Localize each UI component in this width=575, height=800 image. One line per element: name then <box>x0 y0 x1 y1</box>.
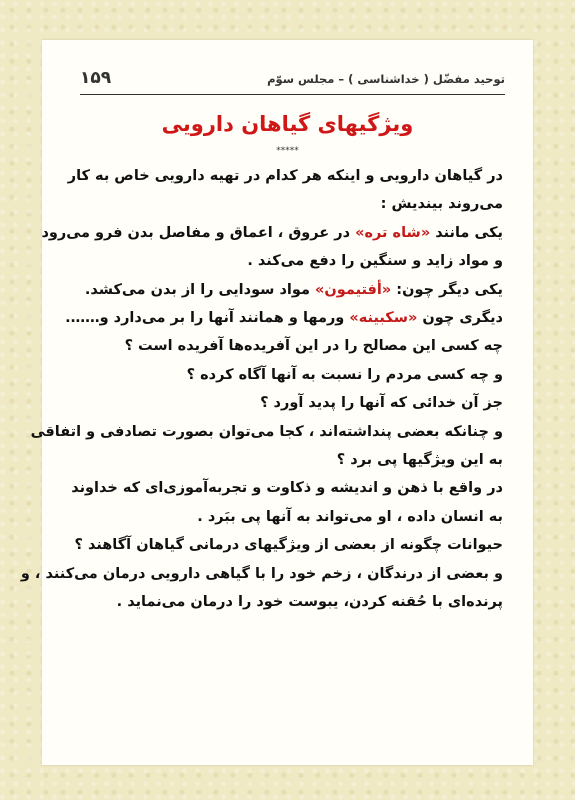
text-line <box>72 190 503 218</box>
highlighted-term: «شاه تره» <box>355 224 431 241</box>
text-segment: دیگری چون <box>417 310 503 327</box>
page-number: ۱۵۹ <box>80 68 112 88</box>
text-line <box>20 560 503 588</box>
text-segment: می‌روند بیندیش : <box>380 196 503 213</box>
text-line <box>72 503 503 531</box>
text-line <box>72 247 503 275</box>
text-segment: و مواد زاید و سنگین را دفع می‌کند . <box>247 253 503 270</box>
text-line <box>72 446 503 474</box>
text-line <box>67 162 503 190</box>
highlighted-term: «سکبینه» <box>349 310 418 327</box>
text-line <box>72 474 503 502</box>
text-line <box>72 332 503 360</box>
text-segment: یکی دیگر چون: <box>391 281 503 298</box>
text-segment: پرنده‌ای با حُقنه کردن، یبوست خود را درمان می‌نماید . <box>116 594 503 611</box>
text-segment: و چنانکه بعضی پنداشته‌اند ، کجا می‌توان بصورت تصادفی و اتفاقی <box>30 423 503 440</box>
ornament-stars: ***** <box>276 146 299 156</box>
text-line <box>72 361 503 389</box>
running-title: توحید مفضّل ( خداشناسی ) – مجلس سوّم <box>267 72 505 86</box>
text-segment: ورمها و همانند آنها را بر می‌دارد و……. <box>65 310 350 327</box>
text-segment: مواد سودایی را از بدن می‌کشد. <box>84 281 316 298</box>
text-segment: در واقع با ذهن و اندیشه و ذکاوت و تجربه‌آموزی‌ای که خداوند <box>71 480 503 497</box>
text-segment: در گیاهان دارویی و اینکه هر کدام در تهیه دارویی خاص به کار <box>67 168 503 184</box>
text-segment: یکی مانند <box>430 224 503 241</box>
text-line <box>72 276 503 304</box>
text-segment: چه کسی این مصالح را در این آفریده‌ها آفریده است ؟ <box>124 338 503 355</box>
text-line <box>72 588 503 616</box>
text-line <box>30 418 503 446</box>
text-line <box>72 389 503 417</box>
book-page <box>20 40 533 765</box>
body-text <box>20 162 503 617</box>
text-segment: به انسان داده ، او می‌تواند به آنها پی ببَرد . <box>197 508 503 525</box>
text-segment: و چه کسی مردم را نسبت به آنها آگاه کرده ؟ <box>186 366 503 383</box>
text-segment: و بعضی از درندگان ، زخم خود را با گیاهی دارویی درمان می‌کنند ، و <box>20 565 503 582</box>
text-segment: حیوانات چگونه از بعضی از ویژگیهای درمانی گیاهان آگاهند ؟ <box>74 537 503 554</box>
text-line <box>72 531 503 559</box>
highlighted-term: «أفتیمون» <box>315 281 392 298</box>
text-segment: در عروق ، اعماق و مفاصل بدن فرو می‌رود <box>41 224 356 241</box>
text-line <box>41 219 503 247</box>
page-header <box>80 68 505 95</box>
text-segment: جز آن خدائی که آنها را پدید آورد ؟ <box>260 395 503 412</box>
text-line <box>65 304 503 332</box>
chapter-title: ویژگیهای گیاهان دارویی <box>161 112 414 136</box>
text-segment: به این ویژگیها پی برد ؟ <box>336 452 503 469</box>
